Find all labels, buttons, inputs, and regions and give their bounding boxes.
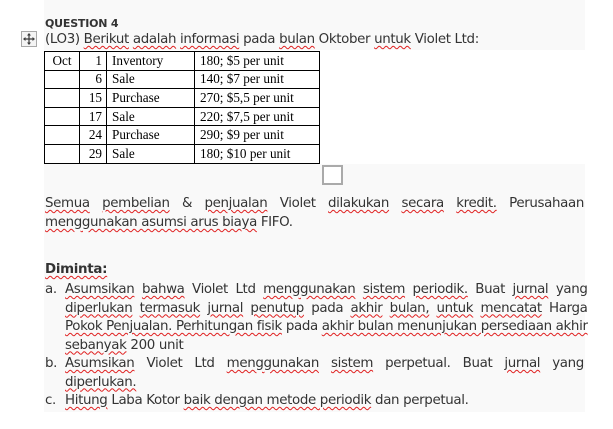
table-row [45, 107, 320, 126]
required-item-a [45, 281, 588, 355]
list-word: pada [311, 300, 344, 316]
quantity-price-cell: 220; $7,5 per unit [195, 107, 320, 126]
paragraph-word: penjualan [204, 196, 268, 211]
list-word: Asumsikan [65, 282, 135, 297]
paragraph-word: dilakukan [328, 196, 390, 211]
list-item-line [65, 355, 584, 374]
table-end-marker[interactable] [322, 165, 343, 185]
required-heading-text: Diminta: [45, 262, 108, 277]
list-word: Buat [462, 356, 493, 371]
paragraph-word: menggunakan asumsi arus biaya [45, 215, 257, 230]
list-word: Asumsikan [65, 356, 135, 371]
list-word: mencatat [480, 300, 542, 316]
month-cell [45, 126, 80, 145]
paragraph-line-2 [45, 213, 584, 232]
required-heading [45, 262, 107, 277]
table-row [45, 52, 320, 71]
list-word: dan perpetual. [371, 393, 469, 408]
list-item-line [65, 281, 588, 300]
list-word: sebanyak [65, 337, 127, 353]
list-word: jurnal [512, 282, 549, 297]
quantity-price-cell: 270; $5,5 per unit [195, 89, 320, 108]
table-move-handle[interactable] [21, 31, 37, 47]
list-word: Violet [146, 356, 183, 371]
table-row [45, 89, 320, 108]
paragraph-word: kredit. [456, 196, 497, 211]
list-word: diperlukan [65, 300, 133, 316]
transaction-type-cell: Sale [107, 70, 195, 89]
list-word: baik dengan metode periodik [183, 393, 372, 408]
required-item-c [45, 392, 584, 411]
list-word: bulan, [389, 300, 430, 316]
intro-word: bulan [279, 32, 315, 47]
list-item-line [65, 337, 588, 356]
required-item-b [45, 355, 584, 392]
list-marker: c. [45, 393, 56, 408]
day-cell: 29 [80, 144, 107, 163]
question-intro [45, 32, 479, 47]
move-arrows-icon [23, 33, 35, 45]
month-cell [45, 144, 80, 163]
list-word: perpetual. [385, 356, 451, 371]
paragraph-word: secara [401, 196, 444, 211]
description-paragraph [45, 194, 584, 232]
list-word: akhir bulan menunjukan persediaan akhir [321, 319, 588, 334]
list-marker: a. [45, 282, 57, 297]
list-item-text [65, 281, 588, 355]
list-word: 200 unit [126, 337, 184, 353]
intro-word: informasi [180, 32, 240, 47]
list-word: Laba Kotor [107, 393, 184, 408]
day-cell: 15 [80, 89, 107, 108]
transaction-type-cell: Purchase [107, 89, 195, 108]
paragraph-word: FIFO. [256, 215, 293, 230]
day-cell: 6 [80, 70, 107, 89]
list-word: periodik. [412, 282, 468, 297]
month-cell [45, 70, 80, 89]
intro-word: untuk [374, 32, 411, 47]
list-word: menggunakan [226, 356, 319, 371]
day-cell: 1 [80, 52, 107, 71]
list-word: Ltd [194, 356, 215, 371]
list-word: yang [552, 356, 584, 371]
intro-word: adalah [132, 32, 177, 47]
paragraph-word: & [182, 196, 193, 211]
list-word: pada [281, 319, 322, 334]
list-word: Buat [475, 282, 506, 297]
month-cell: Oct [45, 52, 80, 71]
list-item-line [65, 318, 588, 337]
transaction-type-cell: Inventory [107, 52, 195, 71]
transaction-type-cell: Sale [107, 144, 195, 163]
list-word: bahwa [141, 282, 185, 297]
table-row [45, 126, 320, 145]
list-word: termasuk [139, 300, 201, 316]
list-item-text [65, 392, 584, 411]
paragraph-line-1 [45, 194, 584, 213]
intro-word: Oktober [318, 32, 371, 47]
quantity-price-cell: 180; $5 per unit [195, 52, 320, 71]
transaction-type-cell: Purchase [107, 126, 195, 145]
list-word: sistem [362, 282, 406, 297]
day-cell: 24 [80, 126, 107, 145]
required-list [45, 281, 588, 411]
list-item-text [65, 355, 584, 392]
intro-word: Violet Ltd: [414, 32, 479, 47]
list-word: jurnal [504, 356, 541, 371]
list-word: sistem [331, 356, 374, 371]
inventory-table [44, 51, 320, 164]
intro-word: (LO3) [45, 32, 80, 47]
list-item-line [65, 392, 584, 411]
intro-word: pada [243, 32, 276, 47]
list-word: untuk [436, 300, 474, 316]
list-marker: b. [45, 356, 58, 371]
list-word: Violet [192, 282, 228, 297]
list-word: Ltd [235, 282, 256, 297]
list-word: jurnal [207, 300, 244, 316]
list-word: menggunakan [263, 282, 356, 297]
paragraph-word: pembelian [102, 196, 170, 211]
month-cell [45, 89, 80, 108]
month-cell [45, 107, 80, 126]
quantity-price-cell: 140; $7 per unit [195, 70, 320, 89]
list-word: Pokok Penjualan. Perhitungan fisik [65, 319, 282, 334]
quantity-price-cell: 180; $10 per unit [195, 144, 320, 163]
list-word: Hitung [65, 393, 108, 408]
list-word: akhir [350, 300, 383, 316]
paragraph-word: Semua [45, 196, 90, 211]
day-cell: 17 [80, 107, 107, 126]
list-item-line [65, 300, 588, 319]
list-word: Harga [549, 300, 588, 316]
table-row [45, 70, 320, 89]
transaction-type-cell: Sale [107, 107, 195, 126]
list-word: diperlukan. [65, 374, 137, 390]
list-item-line [65, 374, 584, 393]
paragraph-word: Perusahaan [509, 196, 584, 211]
list-word: penutup [250, 300, 304, 316]
table-row [45, 144, 320, 163]
quantity-price-cell: 290; $9 per unit [195, 126, 320, 145]
question-title: QUESTION 4 [45, 17, 119, 30]
paragraph-word: Violet [279, 196, 316, 211]
list-word: yang [555, 282, 588, 297]
intro-word: Berikut [83, 32, 129, 47]
